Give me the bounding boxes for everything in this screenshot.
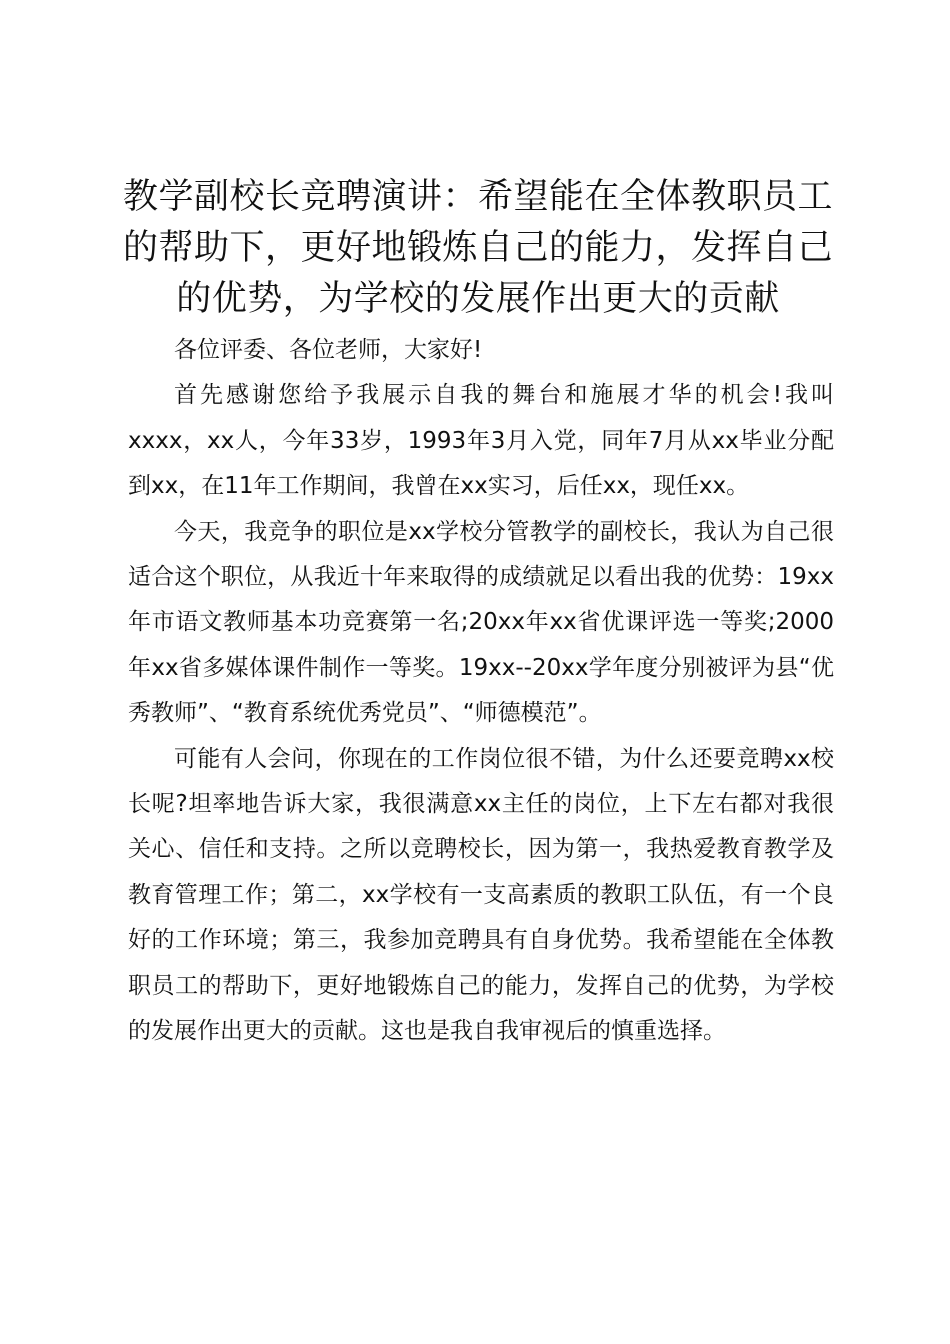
document-body xyxy=(128,328,834,1055)
paragraph-introduction: 首先感谢您给予我展示自我的舞台和施展才华的机会!我叫xxxx，xx人，今年33岁，1993年3月入党，同年7月从xx毕业分配到xx，在11年工作期间，我曾在xx实习，后任xx，现任xx。 xyxy=(128,382,834,500)
document-title: 教学副校长竞聘演讲：希望能在全体教职员工的帮助下，更好地锻炼自己的能力，发挥自己的优势，为学校的发展作出更大的贡献 xyxy=(122,177,833,319)
paragraph-motivation: 可能有人会问，你现在的工作岗位很不错，为什么还要竞聘xx校长呢?坦率地告诉大家，我很满意xx主任的岗位，上下左右都对我很关心、信任和支持。之所以竞聘校长，因为第一，我热爱教育教学及教育管理工作；第二，xx学校有一支高素质的教职工队伍，有一个良好的工作环境；第三，我参加竞聘具有自身优势。我希望能在全体教职员工的帮助下，更好地锻炼自己的能力，发挥自己的优势，为学校的发展作出更大的贡献。这也是我自我审视后的慎重选择。 xyxy=(128,745,834,1045)
paragraph-achievements: 今天，我竞争的职位是xx学校分管教学的副校长，我认为自己很适合这个职位，从我近十年来取得的成绩就足以看出我的优势：19xx年市语文教师基本功竞赛第一名;20xx年xx省优课评选一等奖;2000年xx省多媒体课件制作一等奖。19xx--20xx学年度分别被评为县“优秀教师”、“教育系统优秀党员”、“师德模范”。 xyxy=(128,518,834,727)
paragraph-greeting: 各位评委、各位老师，大家好! xyxy=(174,337,483,363)
